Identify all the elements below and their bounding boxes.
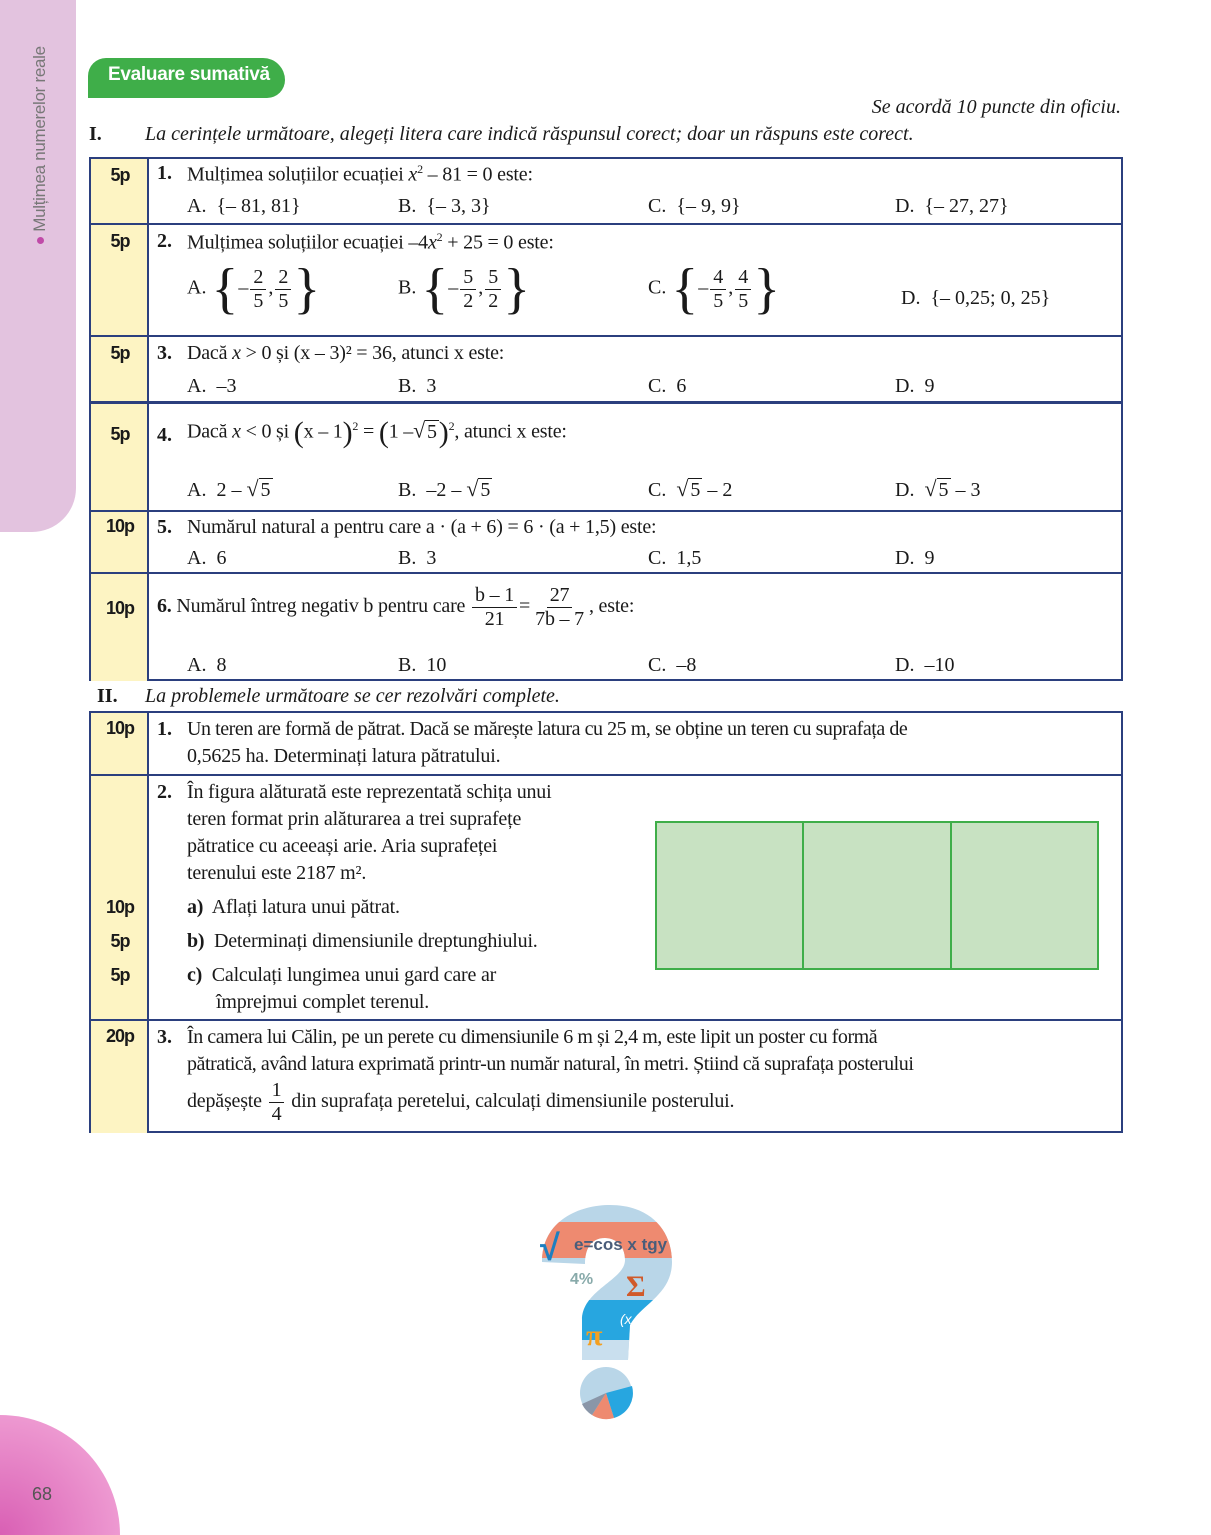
question-number: 2. xyxy=(157,230,172,252)
question-text: Mulțimea soluțiilor ecuației $x^2 - 81 = 0$ este: xyxy=(187,162,533,186)
problem-text-line: 0,5625 ha. Determinați latura pătratului. xyxy=(187,745,501,767)
page-number: 68 xyxy=(32,1484,53,1504)
chapter-title xyxy=(30,0,60,310)
part2-table xyxy=(89,711,1123,1133)
corner-decoration xyxy=(0,1415,120,1535)
question-text: Mulțimea soluțiilor ecuației $-4x^2 + 25 = 0$ este: xyxy=(187,230,554,254)
option-a[interactable]: A. {– $\frac{2}{5}$ , $\frac{2}{5}$ } xyxy=(187,258,321,320)
question-number: 5. xyxy=(157,516,172,538)
pi-icon: π xyxy=(586,1319,603,1352)
points: 5p xyxy=(110,343,130,363)
question-text: Dacă x < 0 și (x – 1)$^2$ = (1 –√ 5)$^2$, atunci x este: xyxy=(187,416,567,449)
problem-number: 3. xyxy=(157,1026,172,1048)
option-d[interactable]: D. {– 0,25; 0, 25} xyxy=(901,287,1051,309)
question-number: 3. xyxy=(157,342,172,364)
problem-text-line: pătratice cu aceeași arie. Aria suprafeței xyxy=(187,835,498,857)
question-row xyxy=(91,401,1121,510)
points: 5p xyxy=(110,165,130,185)
subitem-b: b) Determinați dimensiunile dreptunghiului. xyxy=(187,930,538,952)
option-c[interactable]: C. 1,5 xyxy=(648,547,702,569)
square-1 xyxy=(657,823,804,968)
terrain-figure xyxy=(655,821,1099,970)
problem-text-line: pătratică, având latura exprimată printr-un număr natural, în metri. Știind că suprafața posterului xyxy=(187,1053,914,1075)
part2-instruction: La problemele următoare se cer rezolvări complete. xyxy=(145,685,560,707)
option-d[interactable]: D. {– 27, 27} xyxy=(895,195,1009,217)
problem-text-line: În figura alăturată este reprezentată schița unui xyxy=(187,781,552,803)
problem-row xyxy=(91,713,1121,774)
option-b[interactable]: B. 3 xyxy=(398,547,437,569)
question-row xyxy=(91,223,1121,335)
points: 5p xyxy=(110,931,130,951)
illustration-label: e=cos x tgy xyxy=(574,1235,668,1254)
option-c[interactable]: C. {– 9, 9} xyxy=(648,195,741,217)
part1-table xyxy=(89,157,1123,681)
problem-row xyxy=(91,774,1121,1019)
question-number: 1. xyxy=(157,162,172,184)
illustration-label: (x + xyxy=(620,1311,644,1327)
section-badge: Evaluare sumativă xyxy=(88,58,285,98)
question-number: 4. xyxy=(157,424,172,446)
problem-text-line: Un teren are formă de pătrat. Dacă se mărește latura cu 25 m, se obține un teren cu suprafața de xyxy=(187,718,908,740)
points: 10p xyxy=(105,516,135,536)
option-c[interactable]: C. {– $\frac{4}{5}$ , $\frac{4}{5}$ } xyxy=(648,258,781,320)
question-row xyxy=(91,510,1121,572)
square-2 xyxy=(804,823,951,968)
points: 10p xyxy=(105,718,135,738)
option-c[interactable]: C. √ 5 – 2 xyxy=(648,476,733,501)
question-mark-illustration xyxy=(530,1200,680,1425)
part2-numeral: II. xyxy=(97,685,118,707)
problem-text-line: teren format prin alăturarea a trei suprafețe xyxy=(187,808,522,830)
sqrt-symbol-icon: √ xyxy=(540,1227,560,1268)
problem-number: 1. xyxy=(157,718,172,740)
option-a[interactable]: A. –3 xyxy=(187,375,237,397)
points: 5p xyxy=(110,965,130,985)
option-a[interactable]: A. 8 xyxy=(187,654,227,676)
option-d[interactable]: D. √ 5 – 3 xyxy=(895,476,981,501)
bullet-icon xyxy=(37,237,44,244)
sigma-icon: Σ xyxy=(626,1270,646,1303)
points: 10p xyxy=(105,897,135,917)
illustration-label: 4% xyxy=(570,1271,594,1288)
subitem-a: a) Aflați latura unui pătrat. xyxy=(187,896,400,918)
chapter-label: Mulțimea numerelor reale xyxy=(30,46,49,232)
points: 20p xyxy=(105,1026,135,1046)
problem-row xyxy=(91,1019,1121,1133)
option-d[interactable]: D. –10 xyxy=(895,654,955,676)
points: 10p xyxy=(105,598,135,618)
points: 5p xyxy=(110,424,130,444)
part1-instruction: La cerințele următoare, alegeți litera care indică răspunsul corect; doar un răspuns este corect. xyxy=(145,123,914,145)
option-d[interactable]: D. 9 xyxy=(895,375,935,397)
question-row xyxy=(91,159,1121,223)
option-c[interactable]: C. –8 xyxy=(648,654,697,676)
option-b[interactable]: B. 3 xyxy=(398,375,437,397)
problem-text-line: terenului este 2187 m². xyxy=(187,862,367,884)
option-b[interactable]: B. {– 3, 3} xyxy=(398,195,491,217)
option-a[interactable]: A. {– 81, 81} xyxy=(187,195,301,217)
subitem-c-continued: împrejmui complet terenul. xyxy=(216,991,430,1013)
problem-text-line: depășește $\frac{1}{4}$ din suprafața peretelui, calculați dimensiunile posterului. xyxy=(187,1079,735,1125)
option-b[interactable]: B. –2 – √ 5 xyxy=(398,476,491,501)
problem-text-line: În camera lui Călin, pe un perete cu dimensiunile 6 m și 2,4 m, este lipit un poster cu formă xyxy=(187,1026,878,1048)
points: 5p xyxy=(110,231,130,251)
question-text: Dacă x > 0 și (x – 3)² = 36, atunci x este: xyxy=(187,342,505,364)
subitem-c: c) Calculați lungimea unui gard care ar xyxy=(187,964,497,986)
question-row xyxy=(91,335,1121,401)
part1-numeral: I. xyxy=(89,123,102,145)
option-d[interactable]: D. 9 xyxy=(895,547,935,569)
option-a[interactable]: A. 6 xyxy=(187,547,227,569)
option-a[interactable]: A. 2 – √ 5 xyxy=(187,476,271,501)
problem-number: 2. xyxy=(157,781,172,803)
question-text: 6. Numărul întreg negativ b pentru care $\frac{b - 1}{21}$ = $\frac{27}{7b - 7}$ , este: xyxy=(157,584,635,630)
option-b[interactable]: B. {– $\frac{5}{2}$ , $\frac{5}{2}$ } xyxy=(398,258,531,320)
square-3 xyxy=(952,823,1097,968)
option-c[interactable]: C. 6 xyxy=(648,375,687,397)
question-row xyxy=(91,572,1121,681)
option-b[interactable]: B. 10 xyxy=(398,654,447,676)
question-text: Numărul natural a pentru care a · (a + 6) = 6 · (a + 1,5) este: xyxy=(187,516,657,538)
points-note: Se acordă 10 puncte din oficiu. xyxy=(871,96,1121,118)
